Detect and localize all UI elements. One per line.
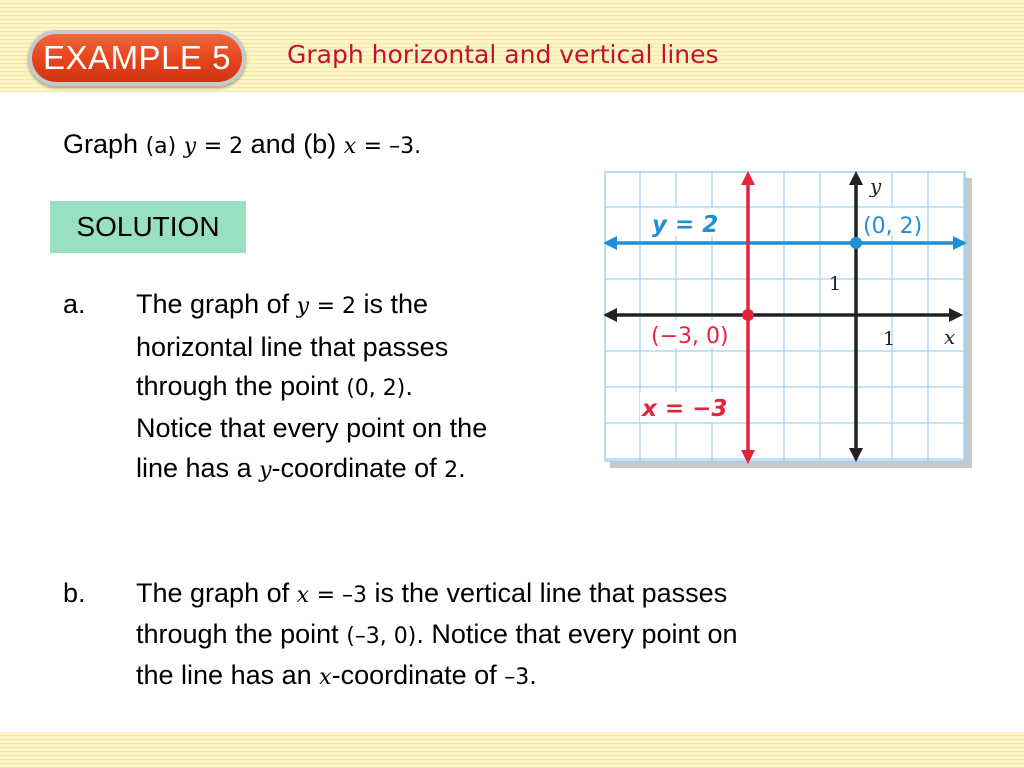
point-0-2 xyxy=(850,237,862,249)
part-a-period: . xyxy=(405,371,413,401)
problem-part-a: (a) xyxy=(145,134,177,159)
h-line-label: y = 2 xyxy=(652,212,719,238)
part-b-var-x: x xyxy=(296,583,310,608)
part-a-text-5: line has a xyxy=(136,453,252,483)
part-a-text-2: is the xyxy=(363,289,429,319)
part-a-line-2: horizontal line that passes xyxy=(136,332,449,362)
part-a-period-2: . xyxy=(458,453,466,483)
part-a-line-3 xyxy=(136,366,413,409)
part-a-line-4: Notice that every point on the xyxy=(136,413,488,443)
problem-var-y: y xyxy=(183,134,197,159)
part-b-var-x-2: x xyxy=(319,665,332,690)
part-b-period: . xyxy=(529,660,537,690)
part-a-var-y: y xyxy=(296,294,310,319)
v-line-label: x = −3 xyxy=(642,396,728,422)
part-b-text-3: through the point xyxy=(136,619,339,649)
part-a-point: (0, 2) xyxy=(346,376,406,401)
part-b-eq: = –3 xyxy=(316,583,367,608)
part-b-text-2: is the vertical line that passes xyxy=(374,578,728,608)
part-b-line-2 xyxy=(136,614,738,657)
part-a-var-y-2: y xyxy=(259,458,272,483)
point-neg3-0 xyxy=(742,309,754,321)
part-b-text-6: -coordinate of xyxy=(331,660,497,690)
coordinate-graph xyxy=(604,170,974,470)
part-b-text: The graph of xyxy=(136,578,290,608)
problem-eq-a: = 2 xyxy=(203,134,244,159)
problem-eq-b: = –3. xyxy=(363,134,422,159)
part-a-text-3: through the point xyxy=(136,371,339,401)
part-b-marker: b. xyxy=(63,578,86,608)
part-a-text: The graph of xyxy=(136,289,290,319)
problem-text: Graph xyxy=(63,129,139,159)
x-axis-label: x xyxy=(944,325,956,349)
part-b-value: –3 xyxy=(504,665,530,690)
x-tick-label: 1 xyxy=(883,328,896,350)
y-tick-label: 1 xyxy=(829,273,842,295)
part-a-value: 2 xyxy=(444,458,459,483)
page-title: Graph horizontal and vertical lines xyxy=(287,40,719,69)
part-b-text-4: . Notice that every point on xyxy=(416,619,738,649)
solution-label: SOLUTION xyxy=(50,201,246,253)
v-point-label: (−3, 0) xyxy=(651,324,729,349)
part-b-line-1 xyxy=(136,573,727,616)
part-a-line-5 xyxy=(136,448,466,491)
part-b-text-5: the line has an xyxy=(136,660,312,690)
part-a-text-6: -coordinate of xyxy=(271,453,437,483)
part-b-point: (–3, 0) xyxy=(346,624,417,649)
footer-bar xyxy=(0,732,1024,768)
part-a-eq: = 2 xyxy=(316,294,357,319)
problem-var-x: x xyxy=(343,134,357,159)
problem-text-b: and (b) xyxy=(250,129,337,159)
example-badge-label: EXAMPLE 5 xyxy=(32,34,242,82)
part-a-line-1 xyxy=(136,284,428,327)
part-b-line-3 xyxy=(136,655,537,698)
h-point-label: (0, 2) xyxy=(863,214,923,239)
part-a-marker: a. xyxy=(63,289,86,319)
example-badge xyxy=(28,30,246,86)
problem-statement xyxy=(63,124,421,167)
y-axis-label: y xyxy=(870,174,882,198)
